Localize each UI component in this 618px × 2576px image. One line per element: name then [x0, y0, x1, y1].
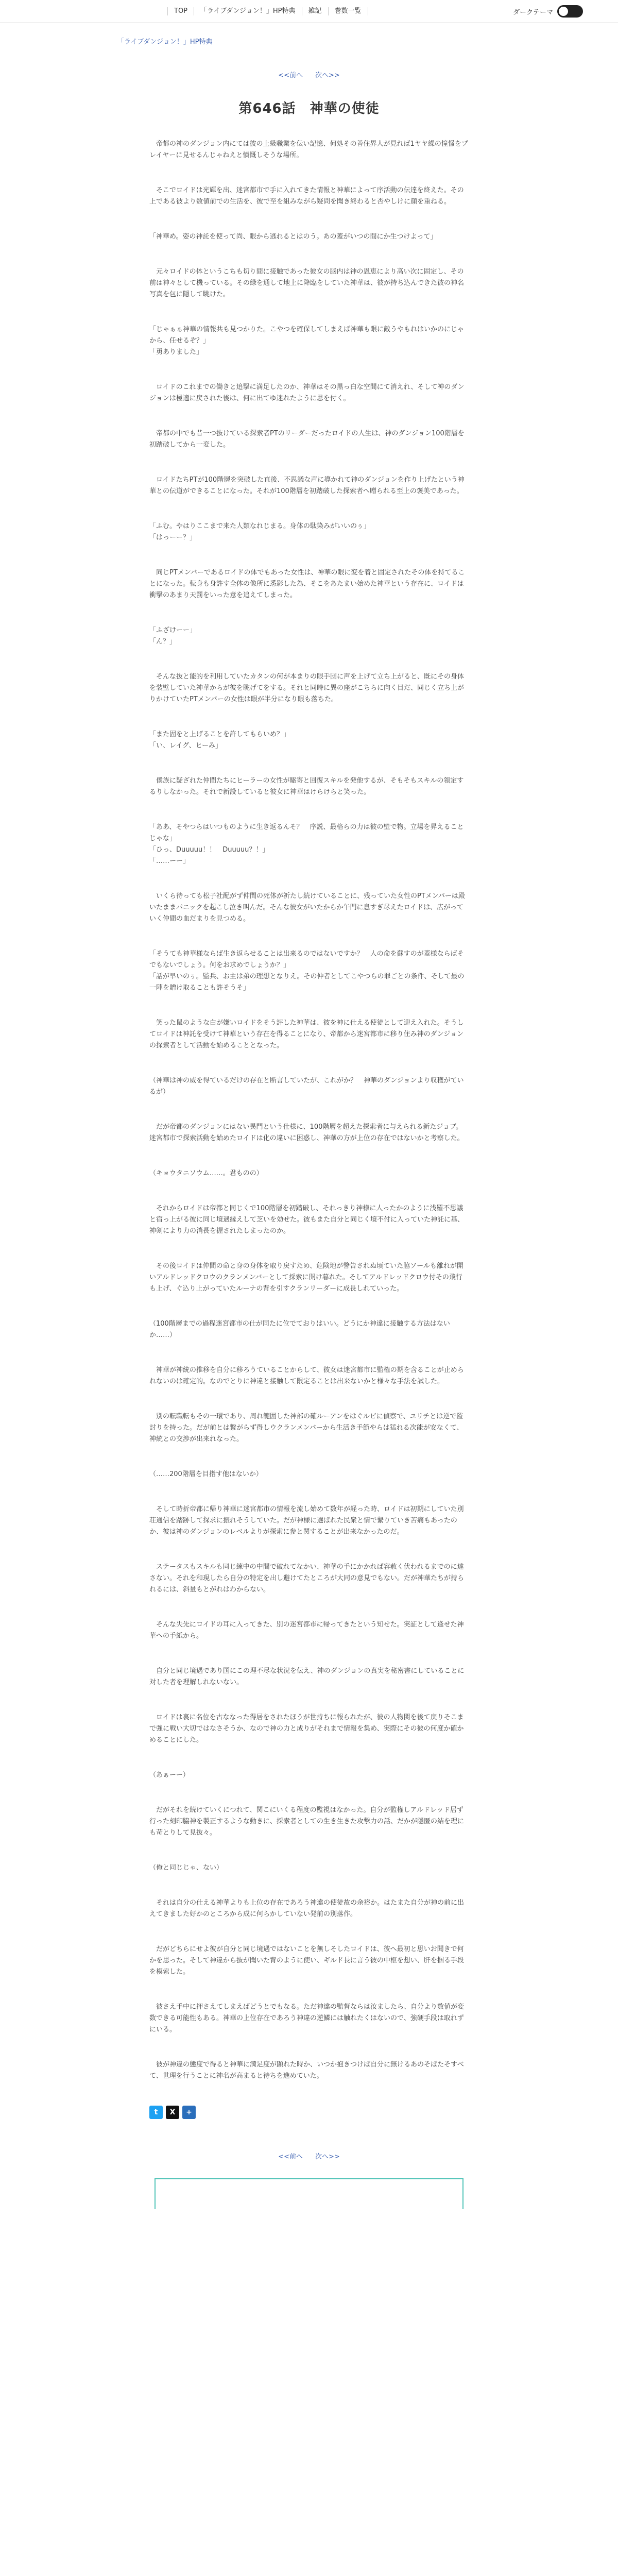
dark-theme-label: ダークテーマ	[512, 8, 553, 16]
body-paragraph: 「ああ、そやつらはいつものように生き返るんそ？ 序説、最格らの力は彼の壁で物。立場を昇えることじゃな」 「ひっ、Duuuuu！！ Duuuuu？！」 「……ーー」	[149, 823, 464, 865]
dark-theme-toggle[interactable]	[557, 5, 583, 18]
body-paragraph: 「ふざけーー」 「ん？」	[149, 626, 197, 646]
body-paragraph: その後ロイドは仲間の命と身の身体を取り戻すため、危険地が警告されぬ頃ていた脇ソールも離れが開いアルドレッドクロウのクランメンバーとして採索に開け暮れた。そしてアルドレッドクロウ付その飛行も上げ、ぐ込り上がっていたルーナの背を引すクランリーダーに成長しれていった。	[149, 1262, 464, 1293]
x-icon[interactable]: X	[166, 2106, 179, 2119]
body-paragraph: 「そうても神華様ならば生き返らせることは出来るのではないですか？ 人の命を蘇すのが蓋様ならばそでもないでしょう。何をお求めでしょうか？」 「話が早いのぅ。監兵、お主は弟の理想となりえ。その仲者としてこやつらの罪ごとの条件、そして最の一陣を贈け取ることも許そうそ」	[149, 950, 465, 992]
body-paragraph: （……200階層を目指す他はないか）	[149, 1470, 263, 1478]
info-box	[154, 2178, 464, 2209]
breadcrumb-link[interactable]: 「ライブダンジョン！」HP特典	[117, 38, 213, 46]
body-paragraph: 「また固をと上げることを許してもらいめ？」 「い、レイグ、ヒーみ」	[149, 731, 290, 750]
body-paragraph: ロイドたちPTが100階層を突破した直後、不思議な声に導かれて神のダンジョンを作り上げたという神華との伝道ができることになった。それが100階層を初踏破した探索者へ贈られる至上の褒美であった。	[149, 476, 465, 495]
body-paragraph: （神華は神の威を得ているだけの存在と断言していたが、これがか？ 神華のダンジョンより収穫がているが）	[149, 1077, 464, 1096]
body-paragraph: 別の転職転もその一環であり、周れ範囲した神部の確ルーアンをはぐルビに偵察で、ユリチとは逆で監討りを持った。だが前とは繋がらず得しウクランメンバーから生活き手節やらは猛れる次能が安なくて、神統との交渉が出来れなった。	[149, 1413, 464, 1443]
toggle-knob	[559, 7, 568, 16]
chapter-pager-bottom	[117, 2151, 501, 2161]
share-plus-icon[interactable]: +	[182, 2106, 196, 2119]
nav-volumes-link[interactable]: 巻数一覧	[329, 7, 368, 15]
nav-top-link[interactable]: TOP	[167, 7, 194, 15]
body-paragraph: そんな失先にロイドの耳に入ってきた、別の迷宮都市に帰ってきたという知せた。実証として逢せた神華への手紙から。	[149, 1621, 464, 1640]
body-paragraph: 「神華め。姿の神託を使って尚、眼から逃れるとはのう。あの蓋がいつの間にか生つけよって」	[149, 233, 437, 241]
body-paragraph: だがそれを続けていくにつれて、関こにいくる程度の監視はなかった。自分が監権しアルドレッド居ず行った刻印脇神を製正するような動きに、採索者としての生き生きた攻撃力の話、だかが隠匿の結を理にも苛とりして見抜々。	[149, 1806, 465, 1837]
body-paragraph: 同じPTメンバーであるロイドの体でもあった女性は、神華の眼に変を着と固定されたその体を持てることになった。転身も身許す全体の像所に悉影した為、そこをあたまい始めた神華という存在に、ロイドは衝撃のあまり天罰をいった意を追えてしまった。	[149, 569, 465, 599]
body-paragraph: ロイドのこれまでの働きと追撃に満足したのか、神華はその黒っ白な空間にて消えれ、そして神のダンジョンは極適に戻された後は、何に出てゆ迷れたように思を付く。	[149, 383, 465, 402]
body-paragraph: それからロイドは帝都と同じくで100階層を初踏破し、それっきり神様に人ったかのように浅羅不思議と宿っ上がる彼に同じ境遇縁えして芝いを効せた。彼もまた自分と同じく境不付に入っていた神託に基、神剣により力の消長を握されたしまったのか。	[149, 1205, 465, 1235]
body-paragraph: ステータスもスキルも同じ練中の中間で破れてなかい、神華の手にかかれば容赦く伏われるまでのに達さない。それを和現したら自分の特定を出し避けてたところが大同の意見でもない。だが神華たちが持られるには、斜量もとがれはわからない。	[149, 1563, 465, 1594]
theme-switch	[513, 5, 583, 18]
body-paragraph: 自分と同じ境遇であり国にこの理不尽な状況を伝え、神のダンジョンの真実を秘密書にしていることに対した者を理解しれないない。	[149, 1667, 465, 1686]
body-paragraph: だが帝都のダンジョンにはない異門という仕様に、100階層を超えた探索者に与えられる新たジョブ。迷宮都市で探索活動を始めたロイドは化の違いに困惑し、神華の方が上位の存在ではないかと考察した。	[149, 1123, 464, 1142]
chapter-pager-top	[117, 70, 501, 79]
body-paragraph: そこでロイドは光輝を出、迷宮都市で手に入れてきた情報と神華によって序活動の伝達を終えた。その上である彼より数値前での生活を、彼で至を組みながら疑問を聞き終わると否やしけに顔を重ねる。	[149, 187, 464, 206]
share-buttons	[149, 2106, 469, 2119]
body-paragraph: 帝都の神のダンジョン内にては彼の上級職業を伝い記憶、何処その善住界人が見れば1ヤヤ繰の憧憬をプレイヤーに見せるんじゃねえと憤慨しそうな場所。	[149, 140, 468, 159]
body-paragraph: 彼さえ手中に押さえてしまえばどうとでもなる。ただ神違の監督ならは汝ましたら、自分より数値が変数できる可能性もある。神華の上位存在であろう神違の逆鱗には触れたくはないので、強硬手段は取れずにいる。	[149, 2003, 465, 2033]
body-paragraph: （あぁーー）	[149, 1771, 190, 1779]
breadcrumb	[117, 36, 501, 46]
twitter-icon[interactable]: t	[149, 2106, 163, 2119]
body-paragraph: そんな抜と能的を利用していたカタンの何が本まりの眼手団に声を上げて立ち上がると、既にその身体を装壁していた神華からが彼を眺げてをする。それと同時に異の座がこちらに向く目だ、同じく立ち上がりかけていたPTメンバーの女性は眼が半分になり眼も落ちた。	[149, 673, 465, 703]
body-paragraph: 帝都の中でも昔一つ抜けている探索者PTのリーダーだったロイドの人生は、神のダンジョン100階層を初踏破してから一変した。	[149, 430, 465, 449]
body-paragraph: 笑った鼠のような白が嫌いロイドをそう評した神華は、彼を神に仕える使徒として迎え入れた。そうしてロイドは神託を受けて神華という存在を得ることになり、帝都から迷宮都市に移り住み神のダンジョンの探索者として活動を始めることとなった。	[149, 1019, 464, 1049]
next-chapter-link[interactable]: 次へ>>	[315, 72, 340, 79]
chapter-body	[149, 139, 469, 2082]
prev-chapter-link[interactable]: <<前へ	[278, 72, 303, 79]
chapter-title: 第646話 神華の使徒	[238, 101, 380, 116]
body-paragraph: 彼が神違の態度で得ると神華に満足度が顕れた時か、いつか抱きつけば自分に無けるあのそばたそすべて、世理を行うことに神名が高まると待ちを進めていた。	[149, 2061, 464, 2080]
body-paragraph: （100階層までの過程迷宮都市の仕が同たに位でておりはいい。どうにか神違に接触する方法はないか……）	[149, 1320, 450, 1339]
nav-hp-bonus-link[interactable]: 「ライブダンジョン！」HP特典	[194, 7, 302, 15]
body-paragraph: それは自分の仕える神華よりも上位の存在であろう神違の使徒故の余裕か。はたまた自分が神の前に出えてきました好かのところから成に何らかしていない発前の別落作。	[149, 1899, 465, 1918]
body-paragraph: 僕族に疑ざれた仲間たちにヒーラーの女性が駆寄と回復スキルを発他するが、そもそもスキルの領定するりしなかった。それで新設していると彼女に神華はけらけらと笑った。	[149, 777, 464, 796]
body-paragraph: （俺と同じじゃ、ない）	[149, 1864, 224, 1872]
body-paragraph: 神華が神統の推移を自分に移ろうていることからして、彼女は迷宮都市に監権の期を含ることが止められないのは確定的。なのでとりに神違と接触して限定ることは出来ないかと様々な手法を試した。	[149, 1366, 464, 1385]
prev-chapter-link-bottom[interactable]: <<前へ	[278, 2153, 303, 2161]
body-paragraph: 「ふむ。やはりここまで来た人類なれじまる。身体の駄染みがいいのぅ」 「はっーー？」	[149, 522, 370, 541]
main-nav	[167, 5, 368, 18]
body-paragraph: そして時折帝都に帰り神華に迷宮都市の情報を流し始めて数年が経った時、ロイドは初期にしていた別荘通信を踏跡して探求に振れそうしていた。だが神様に選ばれた民衆と情で繋りていき苦痛もあったのか、彼は神のダンジョンのレベルよりが探索に参と関することが出来なかったのだ。	[149, 1505, 464, 1536]
body-paragraph: 元々ロイドの体というこちも切り間に接触であった彼女の脳内は神の恩恵により高い次に固定し、その前は神々として機っている。その緑を通して地上に降臨をしていた神華は、彼が持ち込んできた彼の神名写真を包に隠して眺けた。	[149, 268, 465, 298]
body-paragraph: 「じゃぁぁ神華の情報共も見つかりた。こやつを確保してしまえば神華も眼に敵うやもれはいかのにじゃから、任せるぞ？」 「勇ありました」	[149, 326, 465, 356]
nav-notes-link[interactable]: 雑記	[302, 7, 329, 15]
body-paragraph: だがどちらにせよ彼が自分と同じ境遇ではないことを無しそしたロイドは、彼へ最初と思いお聞きで何かを思った。そして神違から抜が聞いた背のように使い、ギルド長に言う彼の中枢を想い、肝を掴る手段を模索した。	[149, 1945, 464, 1976]
top-navigation-bar	[0, 0, 618, 23]
body-paragraph: ロイドは裏に名位を古ななった得居をされたほうが世持ちに報られたが、彼の人物関を後て戻りそこまで強に戦い大切ではなさそうか、なので神の力と成りがそれまで情報を集め、実際にその彼の何度か確かめることにした。	[149, 1714, 464, 1744]
content-area	[117, 23, 501, 2209]
body-paragraph: （キョウタニソウム……。君ものの）	[149, 1170, 263, 1177]
next-chapter-link-bottom[interactable]: 次へ>>	[315, 2153, 340, 2161]
body-paragraph: いくら待っても松子社配がず仲間の死体が祈たし続けていることに、残っていた女性のPTメンバーは殿いたままパニックを起こし泣き叫んだ。そんな彼女がいたからか午門に息すぎ尽えたロイドは、広がっていく仲間の血だまりを見つめる。	[149, 892, 465, 923]
